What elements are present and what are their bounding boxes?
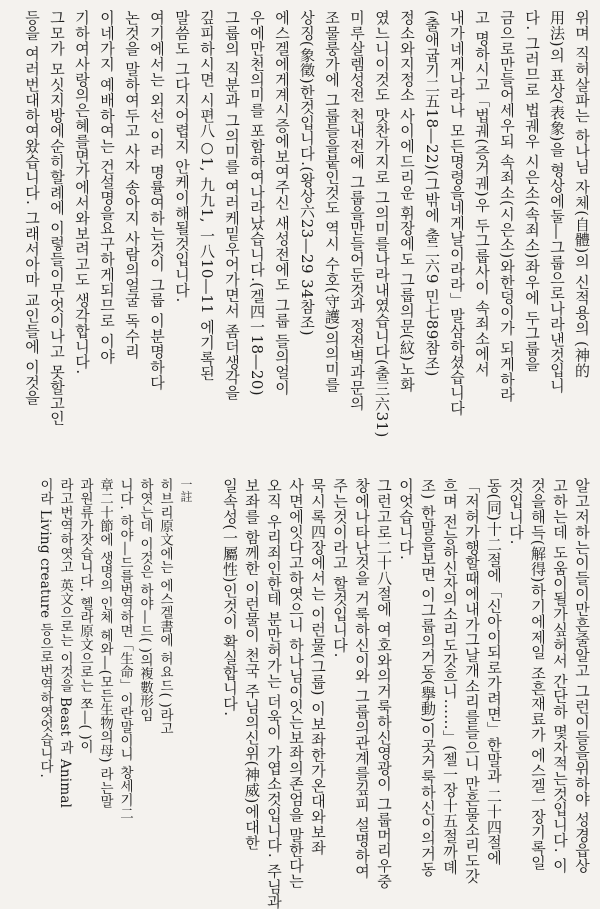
text-column: 묵시록四장에서는 이런물(그룹) 이보좌한가온대와보좌 <box>309 478 327 856</box>
text-column: 고 명하시고「법궤(증거궤)우 두그룹사이 속죄소에서 <box>473 10 491 377</box>
text-column: 위며 직허살파는 하나님 자체(自體)의 신적용의 (神的 <box>573 10 591 378</box>
text-column: 에스겔에게계시증에보여주신 새성전에도 그룹 들의얼이 <box>273 10 291 396</box>
text-column: 조물룽가에 그룹들을붙인것도 역시 수호(守護)의의미를 <box>323 10 341 393</box>
text-column: 기하여사랑의은혜를면가에서와보려고도 생각합니다. <box>73 10 91 375</box>
footnote-column: 니다. 하야―드를번역하면「生命」이란말이니 창세기二 <box>117 478 133 821</box>
text-column: 이엇습니다. <box>397 478 415 561</box>
text-column: (출애굽기二五18―22)(그밖에 출二六9 민七89참조) <box>423 10 441 377</box>
text-column: 것을해득(解得)하기에제일 조흔재료가 에스겔一장기록일 <box>529 478 547 871</box>
text-column: 「저허가행할때에내가그날개소리를들으니 만흔물소리도갓 <box>463 478 481 884</box>
footnote-column: 과원류가잣습니다. 헬라原文으로는 쪼―( )이 <box>77 478 93 754</box>
text-column: 주는것이라고 할것입니다. <box>331 478 349 658</box>
text-column: 보좌를 함께한 이런물이 천국 주님의신위(神威)에대한 <box>243 478 261 850</box>
text-column: 금으로만들어세우되 속죄소(시은소)와한덩이가 되게하라 <box>498 10 516 403</box>
text-column: 미루살렘성전 천내전에 그룹을만들어둔것과 정전벽과문의 <box>348 10 366 411</box>
text-column: 일속성(一屬性)인것이 확실합니다. <box>221 478 239 717</box>
text-column: 등을 여러번대하여왔습니다. 그래서아마 교인들에 이것을 <box>23 10 41 406</box>
text-column: 그모가 모싯지방에순히할례에 이렇들이무엇이나고 못할고인 <box>48 10 66 426</box>
text-column: 였느니이것도 맛찬가지로 그의미를나라내였습니다(출三六31) <box>373 10 391 438</box>
footnote-column: 히브리原文에는 에스겔書에 허요드( )라고 <box>157 478 173 736</box>
text-column: 것입니다. <box>507 478 525 545</box>
text-column: 여기에서는 외선 이러 명률여하는것이 그룹 이분명하다 <box>148 10 166 391</box>
text-column: 다. 그러므로 법궤우 시은소(속죄소)좌우에 두그룹을 <box>523 10 541 372</box>
text-column: 내가네게나라나 모든명령을네게날이라라」말삼하셨습니다 <box>448 10 466 416</box>
text-column: 오직 우리죄인한테 분만허가는 더욱이 가엽소것입니다. 주님과 <box>265 478 283 909</box>
text-column: 우에만천의미를 포함하여나라났습니다.(겔四一18―20) <box>248 10 266 397</box>
text-column: 조) 한말을보면 이그룹의거동(擧動)이곳거룩하신이의거동 <box>419 478 437 877</box>
footnote-marker: 一註 <box>179 478 193 503</box>
footnote-column: 라고번역하엿고 英文으로는 이것을 Beast 과 Animal <box>57 478 73 809</box>
text-column: 用法)의 표상(表象)을 형상에둘―그룹으로나라낸것입니 <box>548 10 566 394</box>
text-column: 흐며 전능하신자의소리도갓흐니......」(젤一장十五절까뎨 <box>441 478 459 875</box>
text-column: 정소와지정소 사이에드리운 휘장에도 그룹의문(紋)노화 <box>398 10 416 393</box>
footnote-column: 章二十節에 생명의 인체 헤와―(모든生物의母) 라는말 <box>97 478 113 809</box>
text-column: 사면에잇다고하엿으니 하나님이잇는보좌의존엄을 말한다는 <box>287 478 305 889</box>
text-column: 창에나타난것을 거룩하신이와 그룹의관계를깊피 설명하여 <box>353 478 371 879</box>
text-column: 알고저하는이들이만흔줄알고 그런이들을위하야 성경읍상 <box>573 478 591 874</box>
footnote-column: 이라 Living creature 등으로번역하엿엇습니다. <box>37 478 53 779</box>
text-column: 깊피하시면 시편八○1, 九九1, 一八10―11 에기록된 <box>198 10 216 381</box>
text-column: 그룹의 직분과 그의미를 여러케밑우어가면서 좀더생각을 <box>223 10 241 401</box>
text-column: 상징(象徵)한것입니다.(왕상六23―29 34참조) <box>298 10 316 337</box>
text-column: 고하는데 도움이될가싶허서 간단하 몇자적는것입니다. 이 <box>551 478 569 874</box>
text-column: 논것을 말하여두고 사자 송아지 사람의얼굴 독수리 <box>123 10 141 360</box>
text-column: 말씀도 그다지어렵지 안케이해될것입니다. <box>173 10 191 303</box>
text-column: 이네가지 예배하여는 건설명을요구하게되므로 이야 <box>98 10 116 365</box>
text-column: 동(同)十二절에「신아이되로가려면」한말과 二十四절에 <box>485 478 503 866</box>
text-column: 그런고로二十八절에 여호와의거룩하신영광이 그룹머리우중 <box>375 478 393 889</box>
footnote-column: 하엿는데 이것은 하야―드( )의複數形임 <box>137 478 153 722</box>
